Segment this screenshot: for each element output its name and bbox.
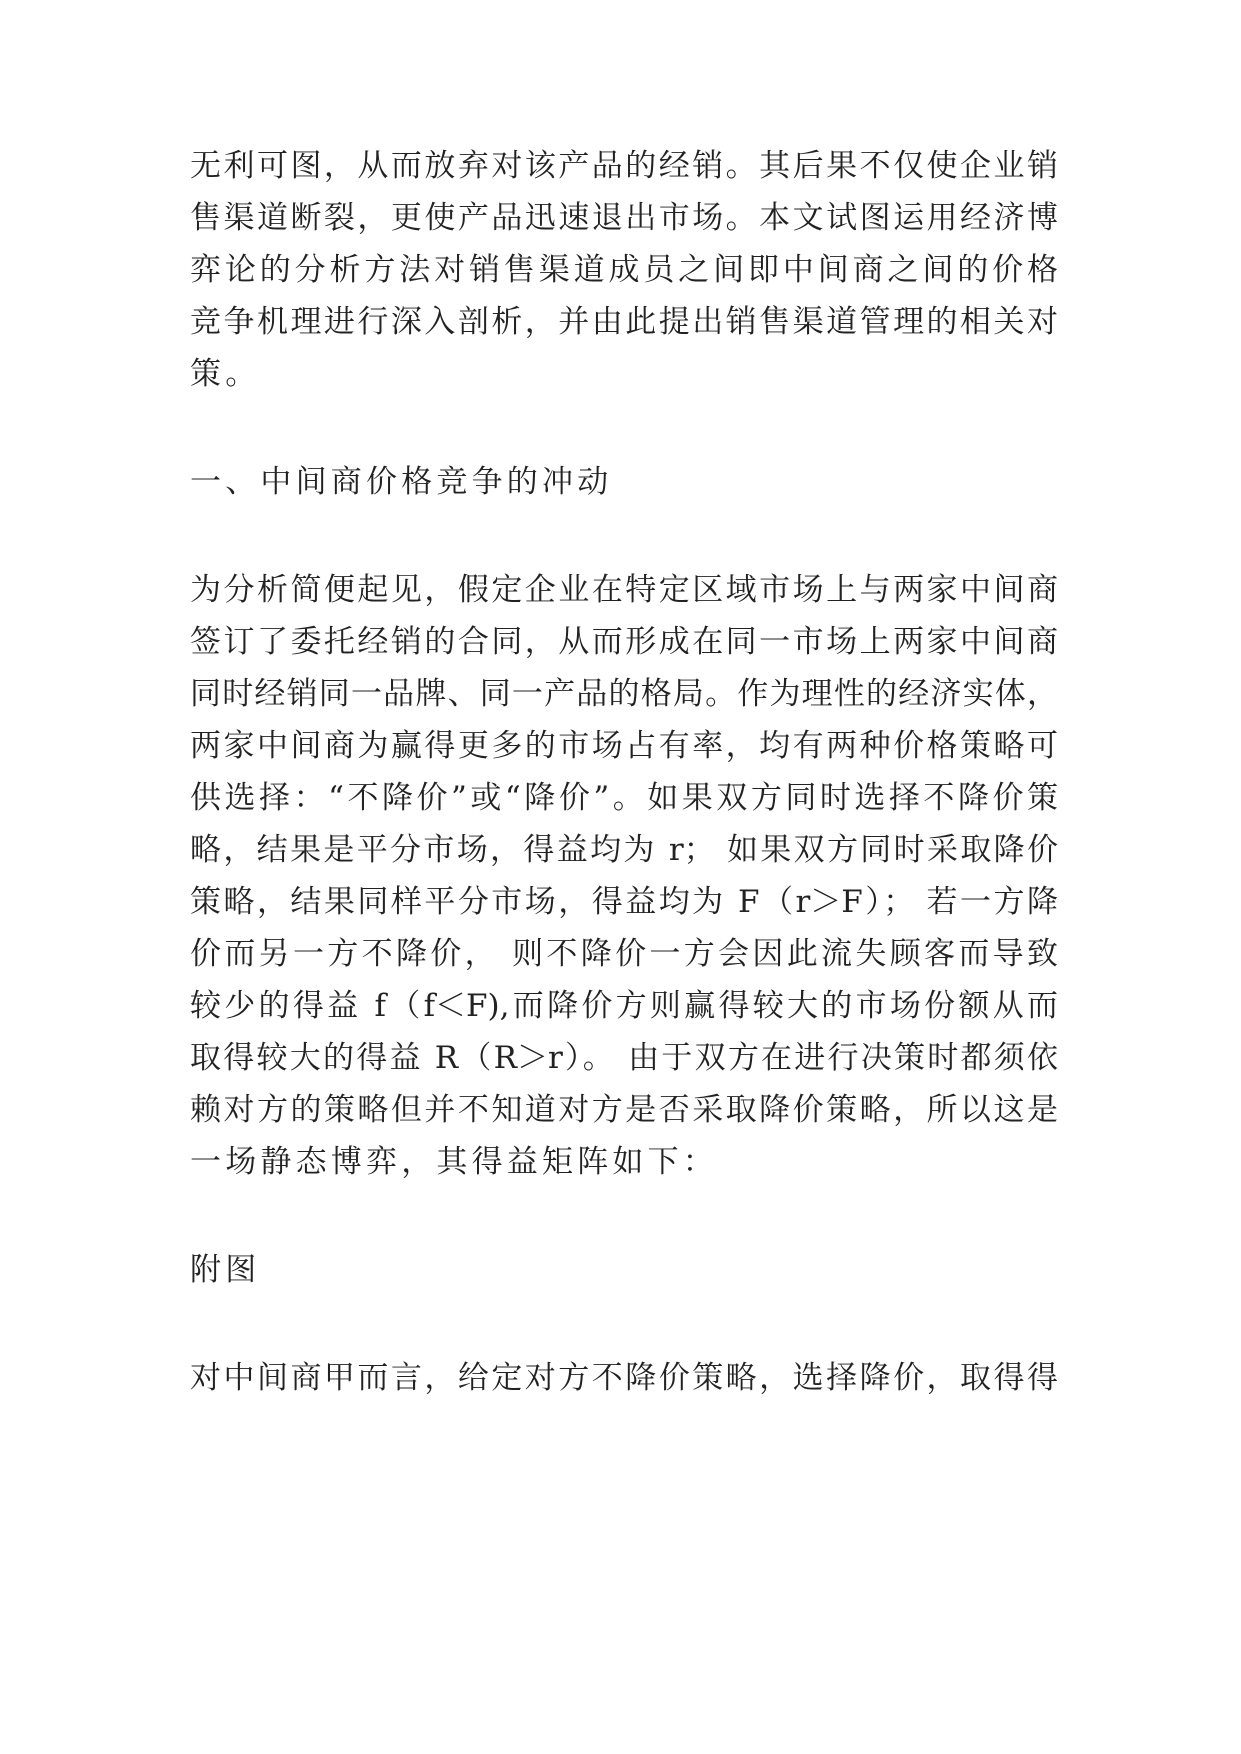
paragraph-2-line-8: 价而另一方不降价， 则不降价一方会因此流失顾客而导致 xyxy=(190,936,1058,972)
paragraph-2-line-1: 为分析简便起见，假定企业在特定区域市场上与两家中间商 xyxy=(190,572,1058,608)
paragraph-1-line-1: 无利可图，从而放弃对该产品的经销。其后果不仅使企业销 xyxy=(190,148,1058,184)
figure-label: 附图 xyxy=(190,1252,261,1288)
paragraph-2-line-10: 取得较大的得益 R（R＞r）。 由于双方在进行决策时都须依 xyxy=(190,1040,1058,1076)
paragraph-2-line-2: 签订了委托经销的合同，从而形成在同一市场上两家中间商 xyxy=(190,624,1058,660)
paragraph-2-line-5: 供选择：“不降价”或“降价”。如果双方同时选择不降价策 xyxy=(190,780,1058,816)
paragraph-2-line-6: 略，结果是平分市场，得益均为 r； 如果双方同时采取降价 xyxy=(190,832,1058,868)
paragraph-1-line-2: 售渠道断裂，更使产品迅速退出市场。本文试图运用经济博 xyxy=(190,200,1058,236)
paragraph-3-line-1: 对中间商甲而言，给定对方不降价策略，选择降价，取得得 xyxy=(190,1360,1058,1396)
paragraph-2-line-7: 策略，结果同样平分市场，得益均为 F（r＞F）； 若一方降 xyxy=(190,884,1058,920)
paragraph-2-line-4: 两家中间商为赢得更多的市场占有率，均有两种价格策略可 xyxy=(190,728,1058,764)
section-heading: 一、中间商价格竞争的冲动 xyxy=(190,464,613,500)
paragraph-2-line-3: 同时经销同一品牌、同一产品的格局。作为理性的经济实体， xyxy=(190,676,1058,712)
paragraph-2-line-12: 一场静态博弈，其得益矩阵如下： xyxy=(190,1144,718,1180)
paragraph-1-line-5: 策。 xyxy=(190,356,261,392)
paragraph-2-line-9: 较少的得益 f（f＜F),而降价方则赢得较大的市场份额从而 xyxy=(190,988,1058,1024)
paragraph-2-line-11: 赖对方的策略但并不知道对方是否采取降价策略，所以这是 xyxy=(190,1092,1058,1128)
paragraph-1-line-3: 弈论的分析方法对销售渠道成员之间即中间商之间的价格 xyxy=(190,252,1058,288)
paragraph-1-line-4: 竞争机理进行深入剖析，并由此提出销售渠道管理的相关对 xyxy=(190,304,1058,340)
